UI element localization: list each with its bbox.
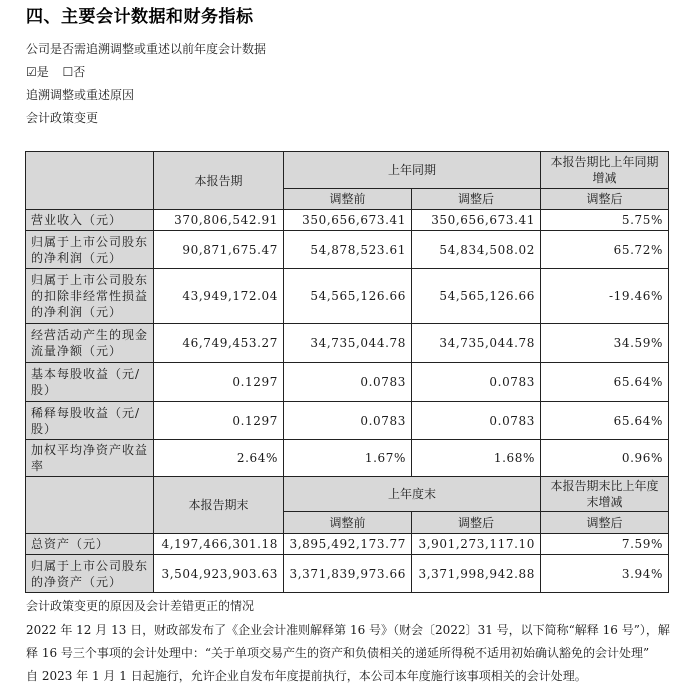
after-adjustment-value: 3,901,273,117.10 — [412, 534, 541, 555]
restatement-question: 公司是否需追溯调整或重述以前年度会计数据 — [26, 42, 267, 56]
financial-indicators-table — [25, 151, 669, 593]
table-row — [26, 210, 669, 231]
row-label: 经营活动产生的现金流量净额（元） — [26, 324, 154, 363]
change-value: 34.59% — [541, 324, 669, 363]
after-adjustment-value: 1.68% — [412, 440, 541, 477]
table-row — [26, 534, 669, 555]
header-change-after-adjustment: 调整后 — [541, 512, 669, 534]
before-adjustment-value: 54,878,523.61 — [284, 231, 412, 269]
after-adjustment-value: 3,371,998,942.88 — [412, 555, 541, 593]
after-adjustment-value: 0.0783 — [412, 402, 541, 440]
after-adjustment-value: 54,565,126.66 — [412, 269, 541, 324]
current-value: 0.1297 — [154, 363, 284, 402]
explanation-line: 2022 年 12 月 13 日，财政部发布了《企业会计准则解释第 16 号》（财会〔2022〕31 号，以下简称“解释 16 号”），解 — [26, 623, 670, 637]
change-value: 3.94% — [541, 555, 669, 593]
table-row — [26, 269, 669, 324]
table-row — [26, 363, 669, 402]
restatement-options — [26, 64, 85, 80]
row-label: 加权平均净资产收益率 — [26, 440, 154, 477]
after-adjustment-value: 0.0783 — [412, 363, 541, 402]
table-row — [26, 440, 669, 477]
current-value: 2.64% — [154, 440, 284, 477]
table-row — [26, 555, 669, 593]
header-current-period: 本报告期 — [154, 152, 284, 210]
after-adjustment-value: 350,656,673.41 — [412, 210, 541, 231]
before-adjustment-value: 54,565,126.66 — [284, 269, 412, 324]
before-adjustment-value: 1.67% — [284, 440, 412, 477]
explanation-body — [26, 619, 670, 688]
after-adjustment-value: 34,735,044.78 — [412, 324, 541, 363]
header-change: 本报告期比上年同期增减 — [541, 152, 669, 189]
change-value: 65.72% — [541, 231, 669, 269]
table-row — [26, 231, 669, 269]
row-label: 归属于上市公司股东的扣除非经常性损益的净利润（元） — [26, 269, 154, 324]
option-yes-label: 是 — [36, 65, 49, 79]
header-before-adjustment: 调整前 — [284, 189, 412, 210]
checkbox-no-icon[interactable]: ☐ — [62, 65, 74, 79]
change-value: 7.59% — [541, 534, 669, 555]
row-label: 基本每股收益（元/股） — [26, 363, 154, 402]
header-period-end: 本报告期末 — [154, 477, 284, 534]
before-adjustment-value: 3,371,839,973.66 — [284, 555, 412, 593]
table1-header-row — [26, 152, 669, 189]
before-adjustment-value: 34,735,044.78 — [284, 324, 412, 363]
current-value: 46,749,453.27 — [154, 324, 284, 363]
checkbox-yes-icon[interactable]: ☑ — [26, 65, 37, 79]
explanation-title: 会计政策变更的原因及会计差错更正的情况 — [26, 599, 255, 613]
before-adjustment-value: 0.0783 — [284, 402, 412, 440]
header-after-adjustment: 调整后 — [412, 189, 541, 210]
explanation-line: 自 2023 年 1 月 1 日起施行，允许企业自发布年度提前执行，本公司本年度施行该事项相关的会计处理。 — [26, 669, 587, 683]
change-value: -19.46% — [541, 269, 669, 324]
header-blank — [26, 152, 154, 210]
before-adjustment-value: 350,656,673.41 — [284, 210, 412, 231]
option-no-label: 否 — [73, 65, 86, 79]
current-value: 3,504,923,903.63 — [154, 555, 284, 593]
header-before-adjustment: 调整前 — [284, 512, 412, 534]
change-value: 0.96% — [541, 440, 669, 477]
row-label: 稀释每股收益（元/股） — [26, 402, 154, 440]
current-value: 0.1297 — [154, 402, 284, 440]
after-adjustment-value: 54,834,508.02 — [412, 231, 541, 269]
before-adjustment-value: 3,895,492,173.77 — [284, 534, 412, 555]
change-value: 65.64% — [541, 402, 669, 440]
header-change-after-adjustment: 调整后 — [541, 189, 669, 210]
before-adjustment-value: 0.0783 — [284, 363, 412, 402]
row-label: 总资产（元） — [26, 534, 154, 555]
header-prior-year-end: 上年度末 — [284, 477, 541, 512]
explanation-line: 释 16 号三个事项的会计处理中：“关于单项交易产生的资产和负债相关的递延所得税不适用初始确认豁免的会计处理” — [26, 646, 650, 660]
header-change: 本报告期末比上年度末增减 — [541, 477, 669, 512]
table2-header-row — [26, 477, 669, 512]
header-prior-period: 上年同期 — [284, 152, 541, 189]
reason-label: 追溯调整或重述原因 — [26, 88, 135, 102]
reason-value: 会计政策变更 — [26, 111, 99, 125]
row-label: 营业收入（元） — [26, 210, 154, 231]
table-row — [26, 402, 669, 440]
change-value: 5.75% — [541, 210, 669, 231]
current-value: 370,806,542.91 — [154, 210, 284, 231]
header-blank — [26, 477, 154, 534]
current-value: 4,197,466,301.18 — [154, 534, 284, 555]
current-value: 90,871,675.47 — [154, 231, 284, 269]
current-value: 43,949,172.04 — [154, 269, 284, 324]
table-row — [26, 324, 669, 363]
row-label: 归属于上市公司股东的净资产（元） — [26, 555, 154, 593]
change-value: 65.64% — [541, 363, 669, 402]
section-title: 四、主要会计数据和财务指标 — [26, 7, 254, 27]
header-after-adjustment: 调整后 — [412, 512, 541, 534]
row-label: 归属于上市公司股东的净利润（元） — [26, 231, 154, 269]
